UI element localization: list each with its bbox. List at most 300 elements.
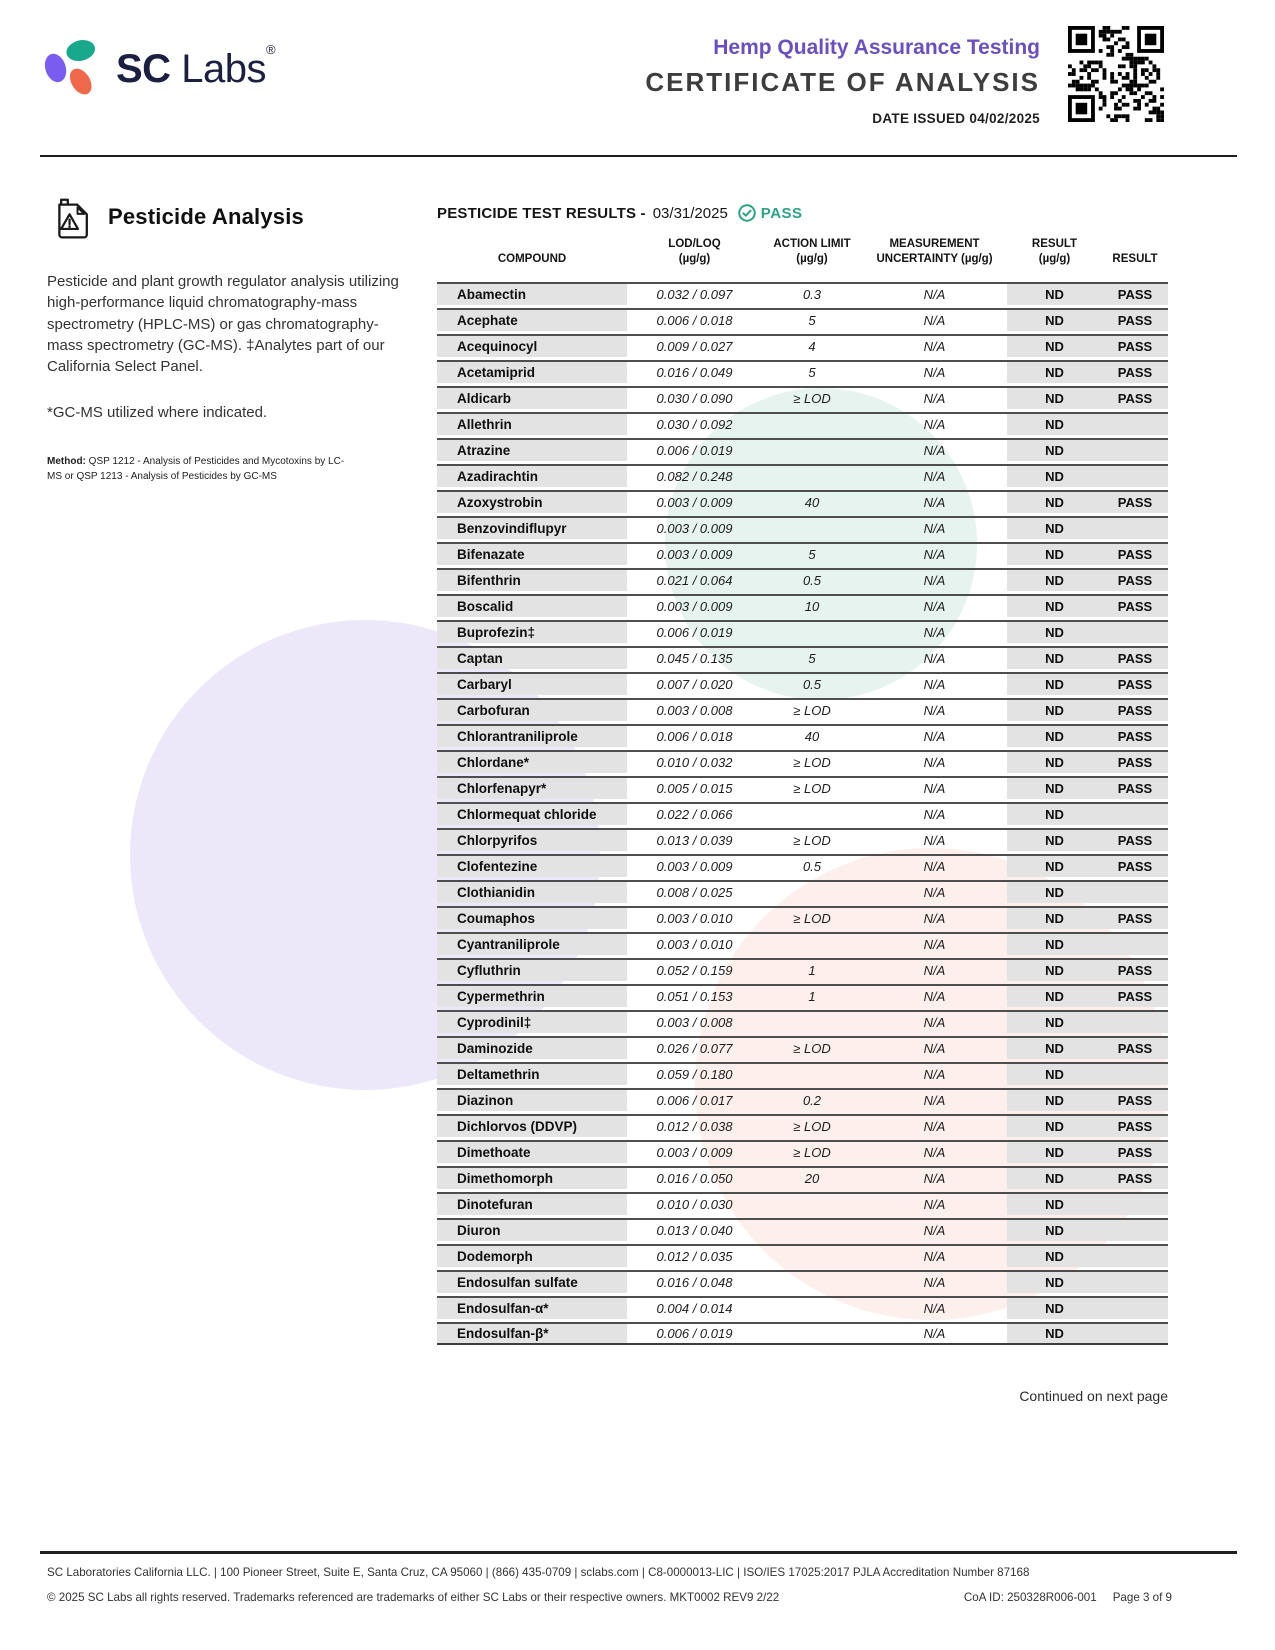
result-value: ND bbox=[1007, 334, 1102, 357]
lod-loq-value: 0.012 / 0.035 bbox=[627, 1244, 762, 1267]
status-value: PASS bbox=[1102, 568, 1168, 591]
table-row bbox=[437, 880, 1168, 903]
compound-name: Diuron bbox=[437, 1218, 627, 1241]
uncertainty-value: N/A bbox=[862, 854, 1007, 877]
table-row bbox=[437, 672, 1168, 695]
table-row bbox=[437, 776, 1168, 799]
status-value bbox=[1102, 1062, 1168, 1085]
result-value: ND bbox=[1007, 1114, 1102, 1137]
action-limit-value bbox=[762, 620, 862, 643]
table-row bbox=[437, 464, 1168, 487]
table-row bbox=[437, 1244, 1168, 1267]
status-value bbox=[1102, 1192, 1168, 1215]
compound-name: Endosulfan sulfate bbox=[437, 1270, 627, 1293]
action-limit-value: 5 bbox=[762, 308, 862, 331]
status-value: PASS bbox=[1102, 646, 1168, 669]
table-row bbox=[437, 646, 1168, 669]
status-value: PASS bbox=[1102, 906, 1168, 929]
lod-loq-value: 0.082 / 0.248 bbox=[627, 464, 762, 487]
compound-name: Abamectin bbox=[437, 282, 627, 305]
uncertainty-value: N/A bbox=[862, 568, 1007, 591]
coa-id: CoA ID: 250328R006-001 bbox=[963, 1591, 1097, 1604]
result-value: ND bbox=[1007, 412, 1102, 435]
sidebar bbox=[47, 193, 409, 485]
table-row bbox=[437, 724, 1168, 747]
status-value bbox=[1102, 932, 1168, 955]
gcms-note: *GC-MS utilized where indicated. bbox=[47, 404, 268, 422]
uncertainty-value: N/A bbox=[862, 698, 1007, 721]
action-limit-value: 5 bbox=[762, 542, 862, 565]
status-value bbox=[1102, 620, 1168, 643]
lod-loq-value: 0.016 / 0.049 bbox=[627, 360, 762, 383]
brand-name: SC Labs® bbox=[116, 42, 276, 91]
action-limit-value: ≥ LOD bbox=[762, 1036, 862, 1059]
lod-loq-value: 0.009 / 0.027 bbox=[627, 334, 762, 357]
status-text: PASS bbox=[760, 204, 803, 222]
table-body bbox=[437, 282, 1168, 1345]
result-value: ND bbox=[1007, 1010, 1102, 1033]
action-limit-value bbox=[762, 1322, 862, 1345]
compound-name: Diazinon bbox=[437, 1088, 627, 1111]
uncertainty-value: N/A bbox=[862, 1296, 1007, 1319]
status-value bbox=[1102, 1010, 1168, 1033]
table-row bbox=[437, 1114, 1168, 1137]
status-value bbox=[1102, 880, 1168, 903]
status-value: PASS bbox=[1102, 308, 1168, 331]
uncertainty-value: N/A bbox=[862, 386, 1007, 409]
result-value: ND bbox=[1007, 594, 1102, 617]
result-value: ND bbox=[1007, 542, 1102, 565]
pesticide-results-table bbox=[437, 234, 1168, 1348]
result-value: ND bbox=[1007, 984, 1102, 1007]
result-value: ND bbox=[1007, 932, 1102, 955]
lod-loq-value: 0.030 / 0.090 bbox=[627, 386, 762, 409]
qr-code bbox=[1068, 26, 1164, 122]
lod-loq-value: 0.032 / 0.097 bbox=[627, 282, 762, 305]
uncertainty-value: N/A bbox=[862, 1088, 1007, 1111]
status-value bbox=[1102, 412, 1168, 435]
uncertainty-value: N/A bbox=[862, 516, 1007, 539]
status-badge bbox=[738, 204, 803, 222]
lod-loq-value: 0.059 / 0.180 bbox=[627, 1062, 762, 1085]
table-row bbox=[437, 750, 1168, 773]
status-value: PASS bbox=[1102, 776, 1168, 799]
table-row bbox=[437, 568, 1168, 591]
uncertainty-value: N/A bbox=[862, 828, 1007, 851]
result-value: ND bbox=[1007, 906, 1102, 929]
compound-name: Daminozide bbox=[437, 1036, 627, 1059]
result-value: ND bbox=[1007, 1192, 1102, 1215]
result-value: ND bbox=[1007, 1140, 1102, 1163]
status-value bbox=[1102, 1296, 1168, 1319]
compound-name: Endosulfan-α* bbox=[437, 1296, 627, 1319]
compound-name: Benzovindiflupyr bbox=[437, 516, 627, 539]
result-value: ND bbox=[1007, 490, 1102, 513]
page-number: Page 3 of 9 bbox=[1112, 1591, 1172, 1604]
table-row bbox=[437, 1218, 1168, 1241]
uncertainty-value: N/A bbox=[862, 1062, 1007, 1085]
compound-name: Chlorantraniliprole bbox=[437, 724, 627, 747]
status-value: PASS bbox=[1102, 360, 1168, 383]
uncertainty-value: N/A bbox=[862, 438, 1007, 461]
action-limit-value bbox=[762, 802, 862, 825]
compound-name: Coumaphos bbox=[437, 906, 627, 929]
uncertainty-value: N/A bbox=[862, 984, 1007, 1007]
lod-loq-value: 0.045 / 0.135 bbox=[627, 646, 762, 669]
compound-name: Dichlorvos (DDVP) bbox=[437, 1114, 627, 1137]
result-value: ND bbox=[1007, 464, 1102, 487]
table-row bbox=[437, 282, 1168, 305]
lod-loq-value: 0.003 / 0.008 bbox=[627, 698, 762, 721]
status-value: PASS bbox=[1102, 1114, 1168, 1137]
status-value: PASS bbox=[1102, 828, 1168, 851]
table-row bbox=[437, 1166, 1168, 1189]
lod-loq-value: 0.013 / 0.040 bbox=[627, 1218, 762, 1241]
result-value: ND bbox=[1007, 854, 1102, 877]
uncertainty-value: N/A bbox=[862, 1036, 1007, 1059]
action-limit-value: 40 bbox=[762, 724, 862, 747]
action-limit-value: 4 bbox=[762, 334, 862, 357]
uncertainty-value: N/A bbox=[862, 646, 1007, 669]
status-value: PASS bbox=[1102, 1088, 1168, 1111]
status-value: PASS bbox=[1102, 1140, 1168, 1163]
uncertainty-value: N/A bbox=[862, 594, 1007, 617]
result-value: ND bbox=[1007, 360, 1102, 383]
status-value: PASS bbox=[1102, 672, 1168, 695]
continued-note: Continued on next page bbox=[1019, 1387, 1168, 1404]
action-limit-value: ≥ LOD bbox=[762, 698, 862, 721]
action-limit-value: ≥ LOD bbox=[762, 1114, 862, 1137]
uncertainty-value: N/A bbox=[862, 672, 1007, 695]
column-header: RESULT (µg/g) bbox=[1031, 238, 1078, 265]
action-limit-value bbox=[762, 1062, 862, 1085]
uncertainty-value: N/A bbox=[862, 932, 1007, 955]
compound-name: Boscalid bbox=[437, 594, 627, 617]
lod-loq-value: 0.006 / 0.018 bbox=[627, 724, 762, 747]
lod-loq-value: 0.006 / 0.019 bbox=[627, 1322, 762, 1345]
table-row bbox=[437, 1140, 1168, 1163]
table-row bbox=[437, 698, 1168, 721]
lod-loq-value: 0.003 / 0.009 bbox=[627, 516, 762, 539]
lod-loq-value: 0.007 / 0.020 bbox=[627, 672, 762, 695]
result-value: ND bbox=[1007, 672, 1102, 695]
uncertainty-value: N/A bbox=[862, 1270, 1007, 1293]
uncertainty-value: N/A bbox=[862, 334, 1007, 357]
compound-name: Clothianidin bbox=[437, 880, 627, 903]
table-row bbox=[437, 412, 1168, 435]
action-limit-value bbox=[762, 932, 862, 955]
status-value: PASS bbox=[1102, 698, 1168, 721]
compound-name: Cyprodinil‡ bbox=[437, 1010, 627, 1033]
footer-copyright: © 2025 SC Labs all rights reserved. Trademarks referenced are trademarks of either SC Labs or their respective owners. MKT0002 REV9 2/22 bbox=[47, 1591, 780, 1604]
uncertainty-value: N/A bbox=[862, 880, 1007, 903]
compound-name: Chlormequat chloride bbox=[437, 802, 627, 825]
action-limit-value: 5 bbox=[762, 646, 862, 669]
section-title: Pesticide Analysis bbox=[108, 204, 304, 229]
table-row bbox=[437, 542, 1168, 565]
result-value: ND bbox=[1007, 1088, 1102, 1111]
table-row bbox=[437, 1062, 1168, 1085]
status-value bbox=[1102, 464, 1168, 487]
action-limit-value: 40 bbox=[762, 490, 862, 513]
uncertainty-value: N/A bbox=[862, 490, 1007, 513]
action-limit-value: 0.5 bbox=[762, 854, 862, 877]
table-row bbox=[437, 802, 1168, 825]
compound-name: Bifenthrin bbox=[437, 568, 627, 591]
table-row bbox=[437, 1010, 1168, 1033]
compound-name: Deltamethrin bbox=[437, 1062, 627, 1085]
result-value: ND bbox=[1007, 1322, 1102, 1345]
action-limit-value bbox=[762, 464, 862, 487]
results-title bbox=[437, 204, 1168, 222]
result-value: ND bbox=[1007, 750, 1102, 773]
lod-loq-value: 0.012 / 0.038 bbox=[627, 1114, 762, 1137]
result-value: ND bbox=[1007, 828, 1102, 851]
status-value: PASS bbox=[1102, 1166, 1168, 1189]
action-limit-value: 0.3 bbox=[762, 282, 862, 305]
lod-loq-value: 0.006 / 0.018 bbox=[627, 308, 762, 331]
status-value: PASS bbox=[1102, 1036, 1168, 1059]
status-value: PASS bbox=[1102, 490, 1168, 513]
table-row bbox=[437, 958, 1168, 981]
compound-name: Cyfluthrin bbox=[437, 958, 627, 981]
table-row bbox=[437, 594, 1168, 617]
uncertainty-value: N/A bbox=[862, 1322, 1007, 1345]
lod-loq-value: 0.003 / 0.009 bbox=[627, 594, 762, 617]
lod-loq-value: 0.010 / 0.030 bbox=[627, 1192, 762, 1215]
uncertainty-value: N/A bbox=[862, 1114, 1007, 1137]
status-value bbox=[1102, 1322, 1168, 1345]
uncertainty-value: N/A bbox=[862, 620, 1007, 643]
lod-loq-value: 0.003 / 0.009 bbox=[627, 1140, 762, 1163]
action-limit-value: ≥ LOD bbox=[762, 386, 862, 409]
status-value bbox=[1102, 1218, 1168, 1241]
date-issued: DATE ISSUED 04/02/2025 bbox=[872, 111, 1040, 126]
table-header bbox=[437, 237, 1168, 279]
compound-name: Acetamiprid bbox=[437, 360, 627, 383]
result-value: ND bbox=[1007, 724, 1102, 747]
section-head bbox=[47, 193, 409, 241]
action-limit-value: 5 bbox=[762, 360, 862, 383]
table-row bbox=[437, 308, 1168, 331]
action-limit-value bbox=[762, 1270, 862, 1293]
compound-name: Bifenazate bbox=[437, 542, 627, 565]
uncertainty-value: N/A bbox=[862, 1010, 1007, 1033]
table-row bbox=[437, 490, 1168, 513]
lod-loq-value: 0.003 / 0.009 bbox=[627, 490, 762, 513]
lod-loq-value: 0.022 / 0.066 bbox=[627, 802, 762, 825]
compound-name: Chlorfenapyr* bbox=[437, 776, 627, 799]
compound-name: Atrazine bbox=[437, 438, 627, 461]
compound-name: Chlorpyrifos bbox=[437, 828, 627, 851]
result-value: ND bbox=[1007, 308, 1102, 331]
compound-name: Chlordane* bbox=[437, 750, 627, 773]
result-value: ND bbox=[1007, 282, 1102, 305]
action-limit-value bbox=[762, 412, 862, 435]
program-title: Hemp Quality Assurance Testing bbox=[713, 36, 1040, 59]
status-value: PASS bbox=[1102, 958, 1168, 981]
uncertainty-value: N/A bbox=[862, 1140, 1007, 1163]
table-row bbox=[437, 334, 1168, 357]
uncertainty-value: N/A bbox=[862, 542, 1007, 565]
compound-name: Carbofuran bbox=[437, 698, 627, 721]
column-header: ACTION LIMIT (µg/g) bbox=[773, 238, 851, 265]
action-limit-value: 20 bbox=[762, 1166, 862, 1189]
action-limit-value bbox=[762, 516, 862, 539]
uncertainty-value: N/A bbox=[862, 1218, 1007, 1241]
uncertainty-value: N/A bbox=[862, 1244, 1007, 1267]
compound-name: Endosulfan-β* bbox=[437, 1322, 627, 1345]
uncertainty-value: N/A bbox=[862, 906, 1007, 929]
table-row bbox=[437, 984, 1168, 1007]
pesticide-jug-icon bbox=[47, 193, 93, 241]
status-value: PASS bbox=[1102, 724, 1168, 747]
compound-name: Aldicarb bbox=[437, 386, 627, 409]
column-header: MEASUREMENT UNCERTAINTY (µg/g) bbox=[876, 238, 993, 265]
action-limit-value: ≥ LOD bbox=[762, 906, 862, 929]
footer-divider bbox=[40, 1551, 1237, 1554]
compound-name: Azoxystrobin bbox=[437, 490, 627, 513]
table-row bbox=[437, 906, 1168, 929]
uncertainty-value: N/A bbox=[862, 802, 1007, 825]
uncertainty-value: N/A bbox=[862, 724, 1007, 747]
action-limit-value bbox=[762, 1192, 862, 1215]
table-row bbox=[437, 854, 1168, 877]
table-row bbox=[437, 932, 1168, 955]
footer-legal bbox=[47, 1591, 1172, 1604]
result-value: ND bbox=[1007, 1270, 1102, 1293]
result-value: ND bbox=[1007, 776, 1102, 799]
uncertainty-value: N/A bbox=[862, 360, 1007, 383]
result-value: ND bbox=[1007, 438, 1102, 461]
action-limit-value bbox=[762, 1218, 862, 1241]
table-row bbox=[437, 386, 1168, 409]
status-value bbox=[1102, 802, 1168, 825]
header-titles bbox=[440, 36, 1040, 126]
uncertainty-value: N/A bbox=[862, 750, 1007, 773]
action-limit-value: 0.2 bbox=[762, 1088, 862, 1111]
sclabs-logo bbox=[42, 36, 275, 98]
compound-name: Cyantraniliprole bbox=[437, 932, 627, 955]
result-value: ND bbox=[1007, 1244, 1102, 1267]
compound-name: Acequinocyl bbox=[437, 334, 627, 357]
action-limit-value bbox=[762, 1244, 862, 1267]
lod-loq-value: 0.030 / 0.092 bbox=[627, 412, 762, 435]
status-value: PASS bbox=[1102, 334, 1168, 357]
compound-name: Dinotefuran bbox=[437, 1192, 627, 1215]
status-value: PASS bbox=[1102, 386, 1168, 409]
action-limit-value: 0.5 bbox=[762, 568, 862, 591]
action-limit-value: ≥ LOD bbox=[762, 828, 862, 851]
uncertainty-value: N/A bbox=[862, 1166, 1007, 1189]
table-row bbox=[437, 1322, 1168, 1345]
test-date: 03/31/2025 bbox=[652, 204, 728, 222]
lod-loq-value: 0.003 / 0.009 bbox=[627, 542, 762, 565]
document-title: CERTIFICATE OF ANALYSIS bbox=[645, 67, 1040, 97]
lod-loq-value: 0.008 / 0.025 bbox=[627, 880, 762, 903]
lod-loq-value: 0.021 / 0.064 bbox=[627, 568, 762, 591]
column-header: RESULT bbox=[1112, 252, 1158, 265]
table-row bbox=[437, 1036, 1168, 1059]
compound-name: Allethrin bbox=[437, 412, 627, 435]
status-value: PASS bbox=[1102, 854, 1168, 877]
lod-loq-value: 0.016 / 0.048 bbox=[627, 1270, 762, 1293]
result-value: ND bbox=[1007, 386, 1102, 409]
lod-loq-value: 0.006 / 0.019 bbox=[627, 438, 762, 461]
result-value: ND bbox=[1007, 1166, 1102, 1189]
result-value: ND bbox=[1007, 802, 1102, 825]
result-value: ND bbox=[1007, 620, 1102, 643]
action-limit-value: ≥ LOD bbox=[762, 776, 862, 799]
lod-loq-value: 0.013 / 0.039 bbox=[627, 828, 762, 851]
compound-name: Buprofezin‡ bbox=[437, 620, 627, 643]
header-divider bbox=[40, 155, 1237, 157]
column-header: COMPOUND bbox=[497, 252, 567, 265]
uncertainty-value: N/A bbox=[862, 282, 1007, 305]
compound-name: Azadirachtin bbox=[437, 464, 627, 487]
status-value bbox=[1102, 438, 1168, 461]
uncertainty-value: N/A bbox=[862, 308, 1007, 331]
lod-loq-value: 0.016 / 0.050 bbox=[627, 1166, 762, 1189]
status-value bbox=[1102, 1270, 1168, 1293]
lod-loq-value: 0.052 / 0.159 bbox=[627, 958, 762, 981]
compound-name: Carbaryl bbox=[437, 672, 627, 695]
result-value: ND bbox=[1007, 1036, 1102, 1059]
result-value: ND bbox=[1007, 958, 1102, 981]
column-header: LOD/LOQ (µg/g) bbox=[668, 238, 721, 265]
compound-name: Captan bbox=[437, 646, 627, 669]
compound-name: Cypermethrin bbox=[437, 984, 627, 1007]
result-value: ND bbox=[1007, 1218, 1102, 1241]
lod-loq-value: 0.003 / 0.010 bbox=[627, 906, 762, 929]
compound-name: Dimethoate bbox=[437, 1140, 627, 1163]
status-value: PASS bbox=[1102, 594, 1168, 617]
lod-loq-value: 0.003 / 0.009 bbox=[627, 854, 762, 877]
lod-loq-value: 0.026 / 0.077 bbox=[627, 1036, 762, 1059]
lod-loq-value: 0.010 / 0.032 bbox=[627, 750, 762, 773]
lod-loq-value: 0.004 / 0.014 bbox=[627, 1296, 762, 1319]
status-value: PASS bbox=[1102, 984, 1168, 1007]
table-row bbox=[437, 828, 1168, 851]
results-title-label: PESTICIDE TEST RESULTS - bbox=[437, 204, 646, 222]
footer-lab-info: SC Laboratories California LLC. | 100 Pioneer Street, Suite E, Santa Cruz, CA 95060 | (866) 435-0709 | sclabs.com | C8-0000013-LIC | ISO/IES 17025:2017 PJLA Accreditation Number 87168 bbox=[47, 1566, 1030, 1579]
uncertainty-value: N/A bbox=[862, 464, 1007, 487]
lod-loq-value: 0.005 / 0.015 bbox=[627, 776, 762, 799]
action-limit-value: 1 bbox=[762, 984, 862, 1007]
compound-name: Clofentezine bbox=[437, 854, 627, 877]
status-value bbox=[1102, 1244, 1168, 1267]
compound-name: Acephate bbox=[437, 308, 627, 331]
status-value: PASS bbox=[1102, 542, 1168, 565]
uncertainty-value: N/A bbox=[862, 412, 1007, 435]
compound-name: Dodemorph bbox=[437, 1244, 627, 1267]
compound-name: Dimethomorph bbox=[437, 1166, 627, 1189]
action-limit-value bbox=[762, 1010, 862, 1033]
result-value: ND bbox=[1007, 516, 1102, 539]
action-limit-value bbox=[762, 1296, 862, 1319]
action-limit-value: ≥ LOD bbox=[762, 750, 862, 773]
result-value: ND bbox=[1007, 1296, 1102, 1319]
uncertainty-value: N/A bbox=[862, 1192, 1007, 1215]
result-value: ND bbox=[1007, 1062, 1102, 1085]
action-limit-value: ≥ LOD bbox=[762, 1140, 862, 1163]
action-limit-value: 1 bbox=[762, 958, 862, 981]
table-row bbox=[437, 620, 1168, 643]
lod-loq-value: 0.003 / 0.010 bbox=[627, 932, 762, 955]
table-row bbox=[437, 516, 1168, 539]
table-row bbox=[437, 1296, 1168, 1319]
uncertainty-value: N/A bbox=[862, 958, 1007, 981]
